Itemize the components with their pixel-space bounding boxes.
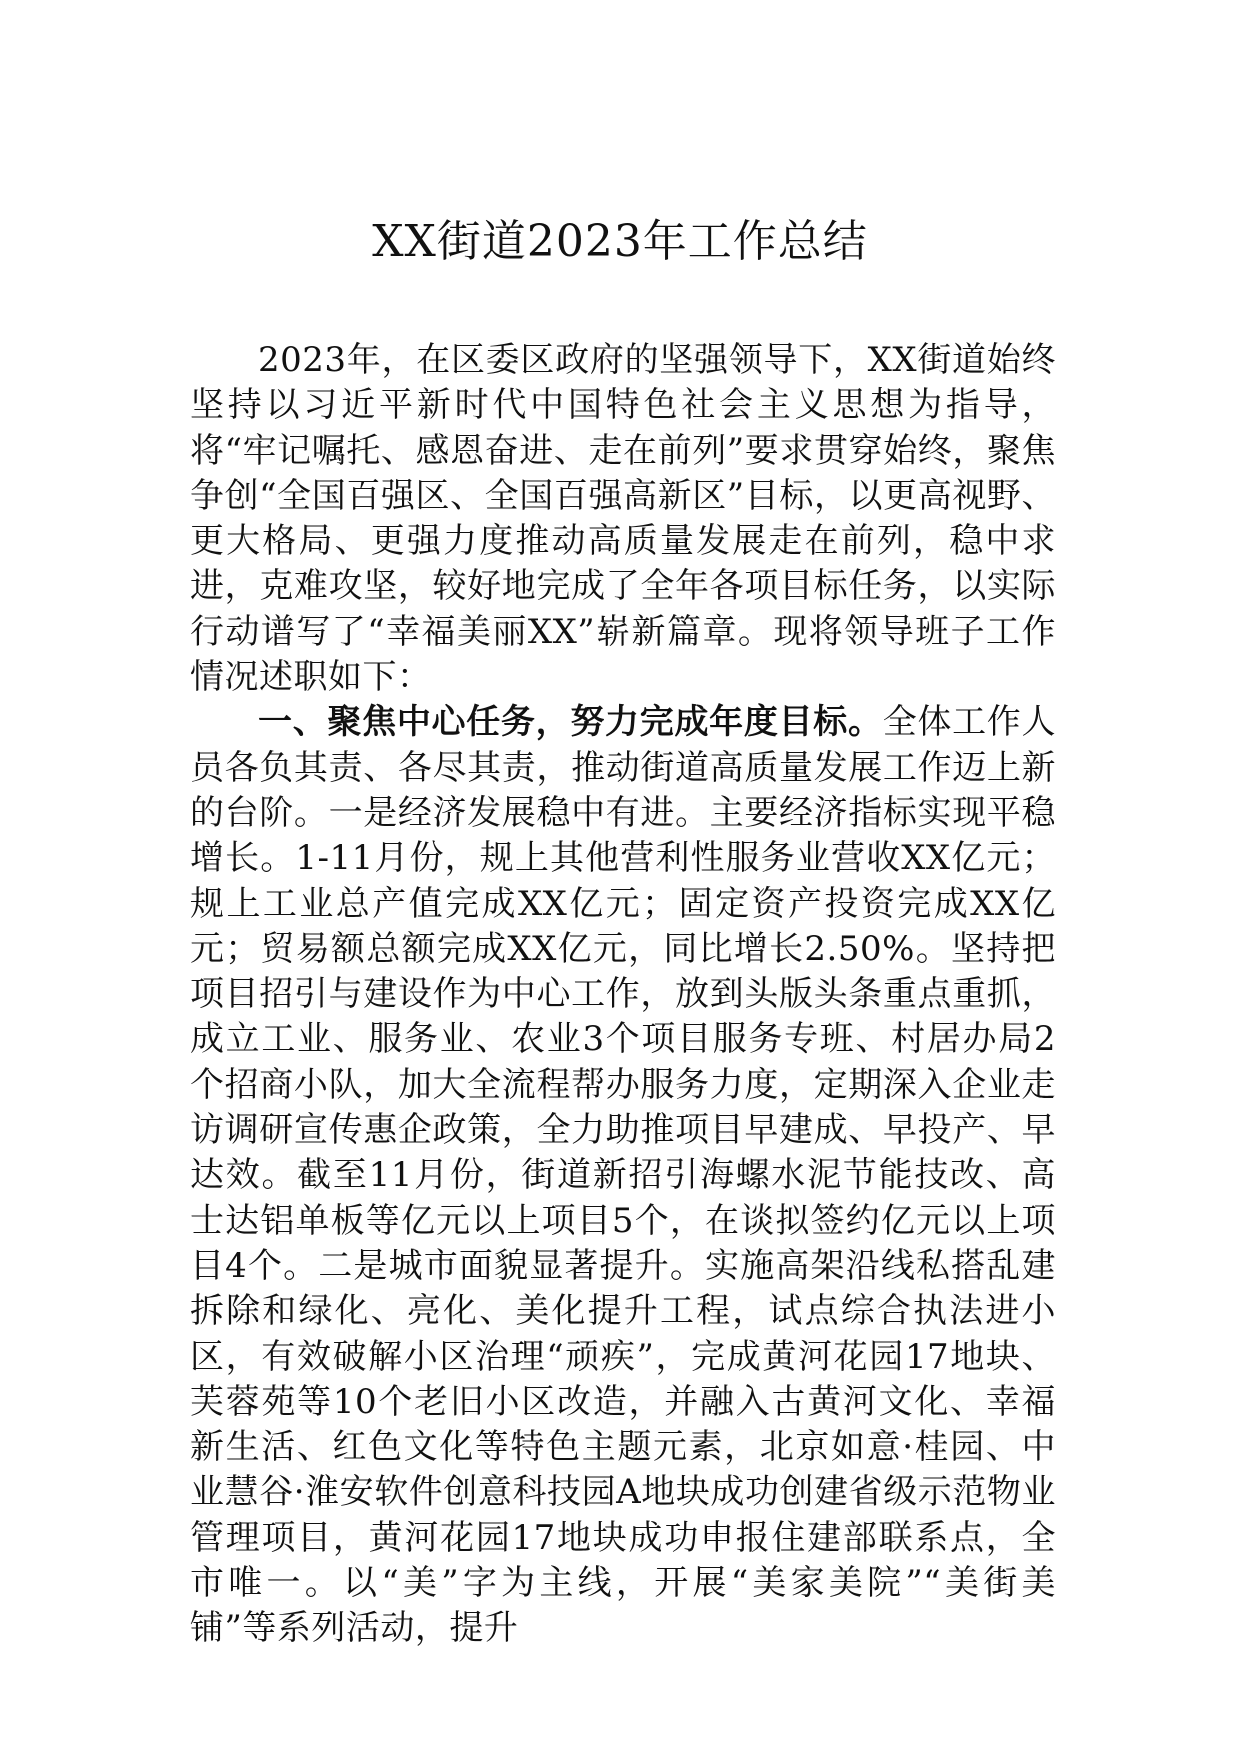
document-title: XX街道2023年工作总结 — [372, 216, 868, 267]
paragraph-section-one — [190, 700, 1056, 1651]
paragraph-text: 全体工作人员各负其责、各尽其责，推动街道高质量发展工作迈上新的台阶。一是经济发展稳中有进。主要经济指标实现平稳增长。1-11月份，规上其他营利性服务业营收XX亿元；规上工业总产值完成XX亿元；固定资产投资完成XX亿元；贸易额总额完成XX亿元，同比增长2.50%。坚持把项目招引与建设作为中心工作，放到头版头条重点重抓，成立工业、服务业、农业3个项目服务专班、村居办局2个招商小队，加大全流程帮办服务力度，定期深入企业走访调研宣传惠企政策，全力助推项目早建成、早投产、早达效。截至11月份，街道新招引海螺水泥节能技改、高士达铝单板等亿元以上项目5个，在谈拟签约亿元以上项目4个。二是城市面貌显著提升。实施高架沿线私搭乱建拆除和绿化、亮化、美化提升工程，试点综合执法进小区，有效破解小区治理“顽疾”，完成黄河花园17地块、芙蓉苑等10个老旧小区改造，并融入古黄河文化、幸福新生活、红色文化等特色主题元素，北京如意·桂园、中业慧谷·淮安软件创意科技园A地块成功创建省级示范物业管理项目，黄河花园17地块成功申报住建部联系点，全市唯一。以“美”字为主线，开展“美家美院”“美街美铺”等系列活动，提升 — [190, 702, 1057, 1649]
paragraph-intro — [190, 338, 1056, 700]
document-body — [190, 338, 1056, 1652]
paragraph-text: 2023年，在区委区政府的坚强领导下，XX街道始终坚持以习近平新时代中国特色社会主义思想为指导，将“牢记嘱托、感恩奋进、走在前列”要求贯穿始终，聚焦争创“全国百强区、全国百强高新区”目标，以更高视野、更大格局、更强力度推动高质量发展走在前列，稳中求进，克难攻坚，较好地完成了全年各项目标任务，以实际行动谱写了“幸福美丽XX”崭新篇章。现将领导班子工作情况述职如下： — [190, 340, 1056, 698]
section-heading: 一、聚焦中心任务，努力完成年度目标。 — [258, 702, 883, 743]
